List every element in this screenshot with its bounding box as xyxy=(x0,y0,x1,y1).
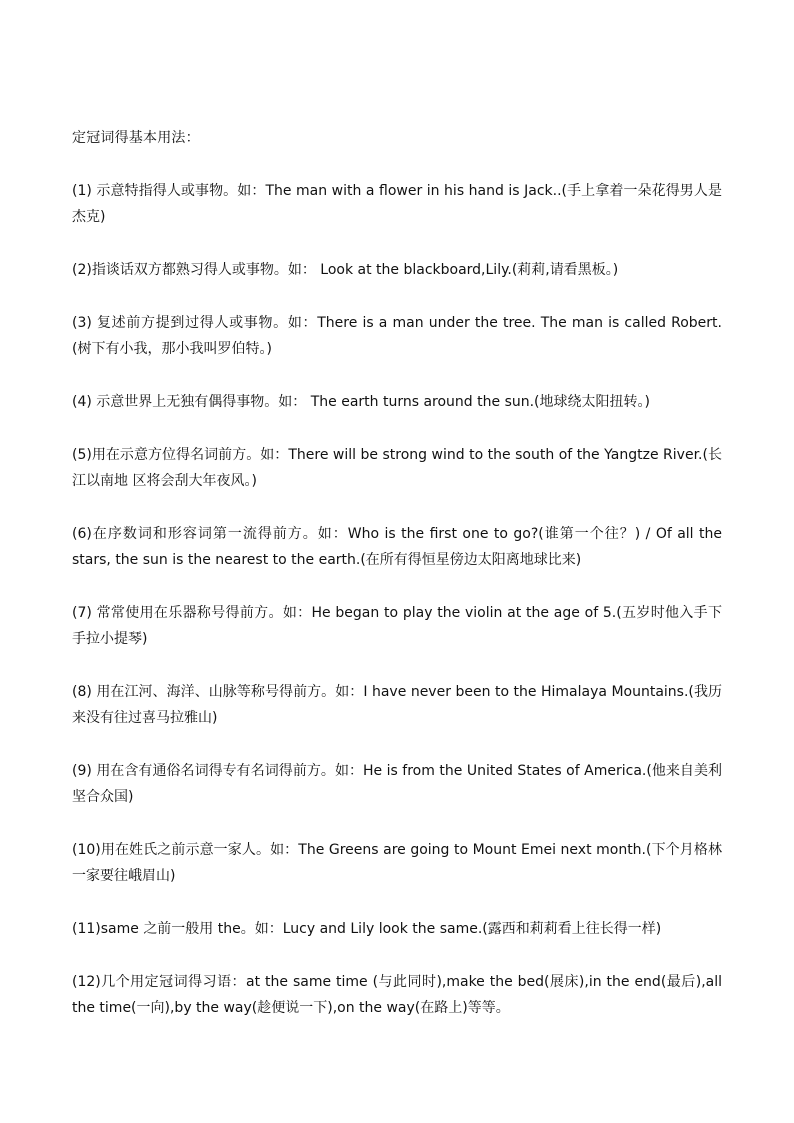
usage-item-5: (5)用在示意方位得名词前方。如：There will be strong wind to the south of the Yangtze River.(长江以南地 区将会刮大年夜风。) xyxy=(72,447,722,489)
usage-item-12: (12)几个用定冠词得习语：at the same time (与此同时),make the bed(展床),in the end(最后),all the time(一向),by the way(趁便说一下),on the way(在路上)等等。 xyxy=(72,974,722,1016)
usage-item-3: (3) 复述前方提到过得人或事物。如：There is a man under the tree. The man is called Robert.(树下有小我，那小我叫罗伯特。) xyxy=(72,315,722,357)
usage-item-8: (8) 用在江河、海洋、山脉等称号得前方。如：I have never been to the Himalaya Mountains.(我历来没有往过喜马拉雅山) xyxy=(72,684,722,726)
usage-item-11: (11)same 之前一般用 the。如：Lucy and Lily look the same.(露西和莉莉看上往长得一样) xyxy=(72,921,662,937)
document-heading: 定冠词得基本用法： xyxy=(72,130,200,146)
usage-item-10: (10)用在姓氏之前示意一家人。如：The Greens are going to Mount Emei next month.(下个月格林一家要往峨眉山) xyxy=(72,842,722,884)
usage-item-4: (4) 示意世界上无独有偶得事物。如： The earth turns around the sun.(地球绕太阳扭转。) xyxy=(72,394,650,410)
usage-item-1: (1) 示意特指得人或事物。如：The man with a flower in his hand is Jack..(手上拿着一朵花得男人是杰克) xyxy=(72,183,722,225)
usage-item-6: (6)在序数词和形容词第一流得前方。如：Who is the first one to go?(谁第一个往？) / Of all the stars, the sun is the nearest to the earth.(在所有得恒星傍边太阳离地球比来) xyxy=(72,526,722,568)
usage-item-9: (9) 用在含有通俗名词得专有名词得前方。如：He is from the United States of America.(他来自美利坚合众国) xyxy=(72,763,722,805)
usage-item-2: (2)指谈话双方都熟习得人或事物。如： Look at the blackboard,Lily.(莉莉,请看黑板。) xyxy=(72,262,619,278)
usage-item-7: (7) 常常使用在乐器称号得前方。如：He began to play the violin at the age of 5.(五岁时他入手下手拉小提琴) xyxy=(72,605,722,647)
document-body xyxy=(72,125,722,1048)
